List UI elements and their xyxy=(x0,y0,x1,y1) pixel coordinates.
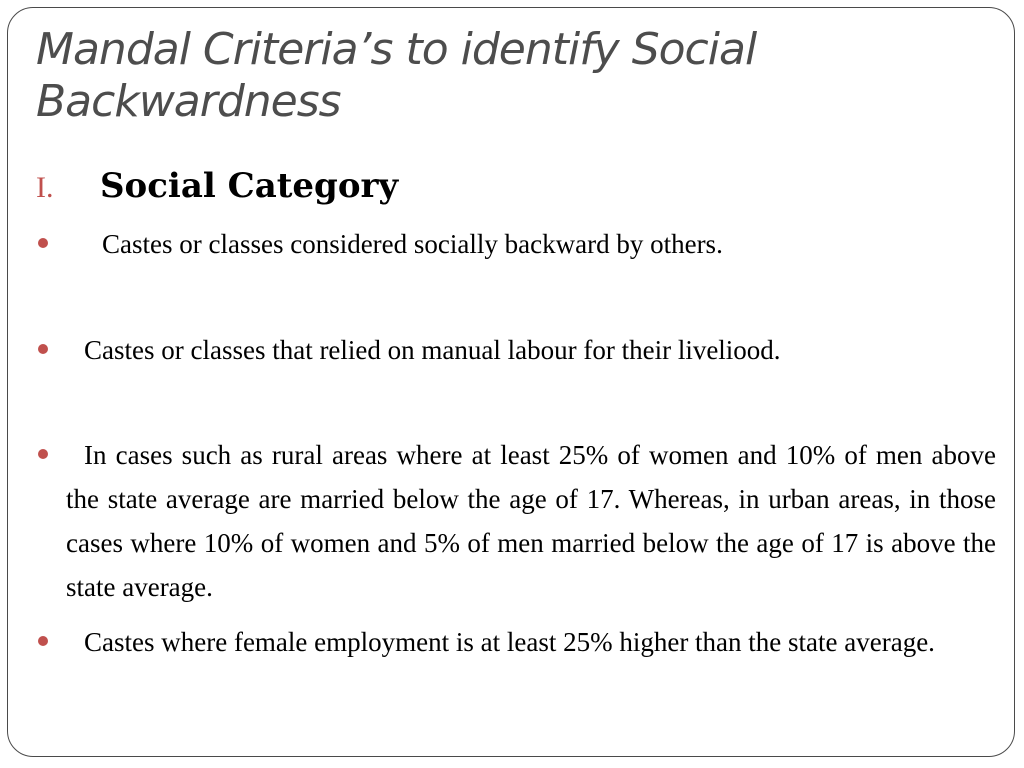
bullet-dot-icon xyxy=(38,449,48,459)
section-number: I. xyxy=(36,171,54,204)
list-item xyxy=(36,328,996,372)
bullet-text: Castes or classes that relied on manual labour for their liveliood. xyxy=(84,335,781,365)
list-item xyxy=(36,433,996,609)
bullet-dot-icon xyxy=(38,238,48,248)
bullet-dot-icon xyxy=(38,636,48,646)
section-heading xyxy=(36,162,398,212)
bullet-text: In cases such as rural areas where at least 25% of women and 10% of men above the state average are married below the age of 17. Whereas, in urban areas, in those cases where 10% of women and 5% of men married below the age of 17 is above the state average. xyxy=(66,440,996,602)
list-item xyxy=(36,620,996,664)
bullet-dot-icon xyxy=(38,344,48,354)
bullet-text: Castes or classes considered socially backward by others. xyxy=(102,229,723,259)
bullet-text: Castes where female employment is at least 25% higher than the state average. xyxy=(84,627,935,657)
list-item xyxy=(36,222,996,266)
slide-title: Mandal Criteria’s to identify Social Backwardness xyxy=(36,24,757,127)
section-heading-label: Social Category xyxy=(100,166,399,206)
